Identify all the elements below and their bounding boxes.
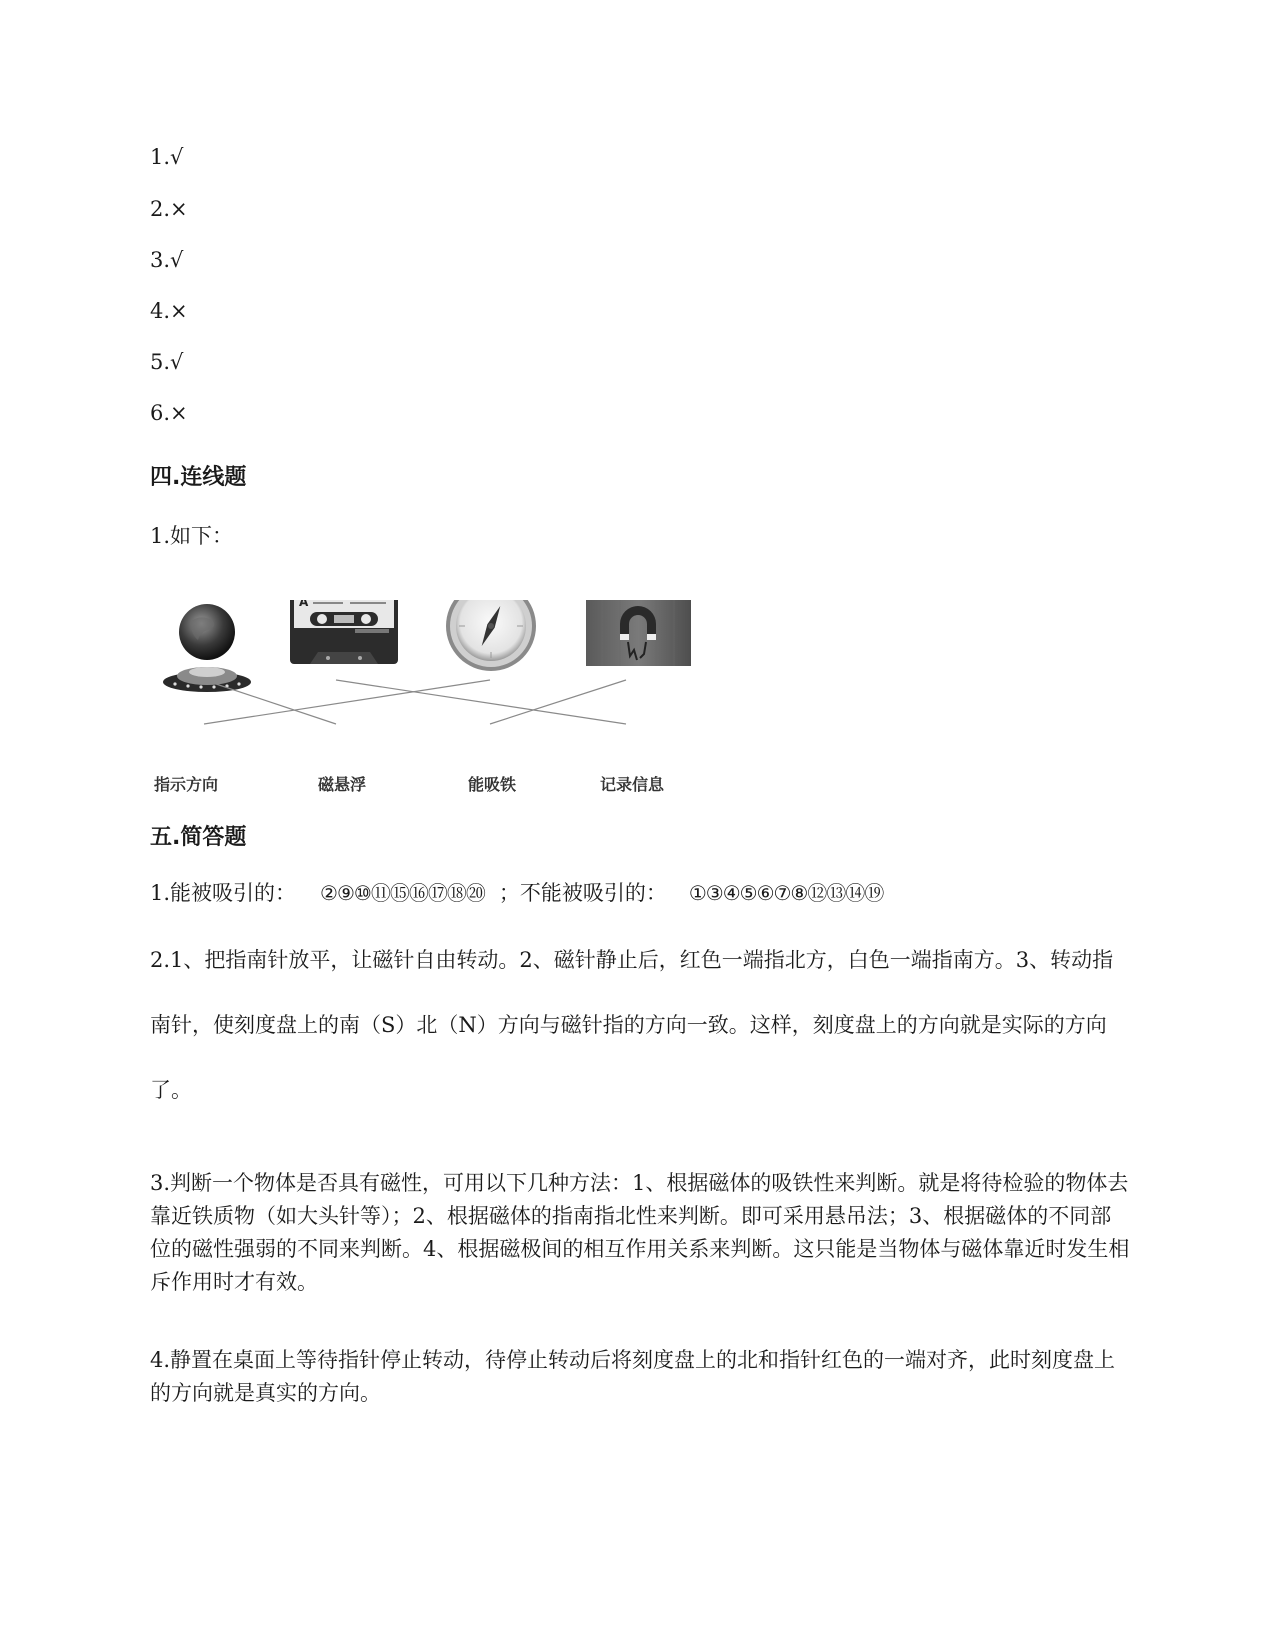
q1-prefix: 1.能被吸引的： — [150, 881, 297, 905]
cassette-letter: A — [299, 600, 309, 609]
matching-figure-graphic — [150, 600, 740, 800]
q1-not-attracted: ①③④⑤⑥⑦⑧⑫⑬⑭⑲ — [688, 881, 884, 905]
line-cassette-to-record — [336, 680, 626, 724]
answer-4: 4.× — [150, 299, 188, 323]
q1-attracted: ②⑨⑩⑪⑮⑯⑰⑱⑳ — [320, 881, 485, 905]
answer-1: 1.√ — [150, 145, 184, 169]
answer-3: 3.√ — [150, 248, 184, 272]
line-magnet-to-iron — [490, 680, 626, 724]
matching-lines — [204, 680, 626, 724]
answer-6: 6.× — [150, 401, 188, 425]
answer-5: 5.√ — [150, 350, 184, 374]
section5-heading: 五.简答题 — [150, 825, 247, 850]
label-maglev: 磁悬浮 — [318, 775, 367, 794]
section5-q4: 4.静置在桌面上等待指针停止转动，待停止转动后将刻度盘上的北和指针红色的一端对齐，此时刻度盘上的方向就是真实的方向。 — [150, 1348, 1116, 1405]
horseshoe-magnet-image — [586, 600, 691, 666]
maglev-globe-image — [163, 604, 251, 692]
answer-2: 2.× — [150, 197, 188, 221]
section4-heading: 四.连线题 — [150, 465, 247, 490]
section5-q2: 2.1、把指南针放平，让磁针自由转动。2、磁针静止后，红色一端指北方，白色一端指南方。3、转动指南针，使刻度盘上的南（S）北（N）方向与磁针指的方向一致。这样，刻度盘上的方向就是实际的方向了。 — [150, 948, 1114, 1102]
compass-image — [446, 600, 536, 671]
line-globe-to-maglev — [204, 680, 336, 724]
section5-q3: 3.判断一个物体是否具有磁性，可用以下几种方法：1、根据磁体的吸铁性来判断。就是将待检验的物体去靠近铁质物（如大头针等）；2、根据磁体的指南指北性来判断。即可采用悬吊法；3、根据磁体的不同部位的磁性强弱的不同来判断。4、根据磁极间的相互作用关系来判断。这只能是当物体与磁体靠近时发生相斥作用时才有效。 — [150, 1171, 1130, 1294]
cassette-tape-image — [290, 600, 398, 664]
label-direction: 指示方向 — [154, 775, 219, 794]
matching-figure — [150, 600, 740, 800]
line-compass-to-direction — [204, 680, 490, 724]
q1-separator: ；不能被吸引的： — [498, 881, 667, 905]
section4-q1: 1.如下： — [150, 524, 234, 548]
label-attract-iron: 能吸铁 — [468, 775, 517, 794]
section5-q1 — [150, 879, 883, 907]
label-record-info: 记录信息 — [600, 775, 665, 794]
